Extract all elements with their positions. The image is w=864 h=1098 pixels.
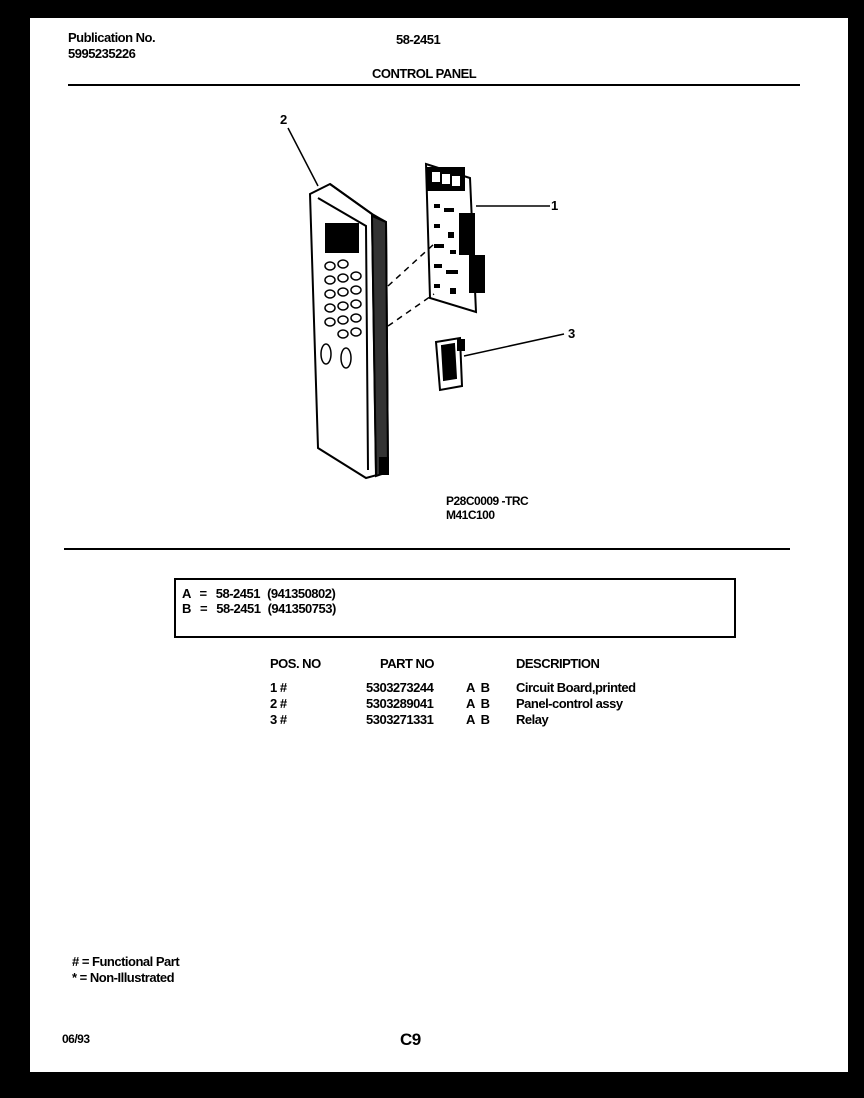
scan-mark xyxy=(856,593,864,594)
callout-3: 3 xyxy=(568,326,575,341)
legend-key: A xyxy=(182,586,191,601)
control-panel-illustration xyxy=(310,184,388,478)
row-models: A B xyxy=(466,680,490,695)
relay-illustration xyxy=(436,338,464,390)
diagram-rule xyxy=(64,548,790,550)
row-part: 5303289041 xyxy=(366,696,434,711)
publication-label: Publication No. xyxy=(68,30,156,45)
model-number: 58-2451 xyxy=(396,32,441,47)
drawing-code-2: M41C100 xyxy=(446,508,495,522)
header-part: PART NO xyxy=(380,656,435,671)
legend-serial: (941350802) xyxy=(267,586,336,601)
footnote-functional: # = Functional Part xyxy=(72,954,180,969)
legend-eq: = xyxy=(199,586,207,601)
model-legend xyxy=(174,578,736,638)
page-number: C9 xyxy=(400,1030,421,1049)
row-pos: 1 # xyxy=(270,680,287,695)
callout-1: 1 xyxy=(551,198,558,213)
legend-model: 58-2451 xyxy=(216,601,261,616)
circuit-board-illustration xyxy=(426,164,484,312)
row-models: A B xyxy=(466,712,490,727)
row-desc: Relay xyxy=(516,712,549,727)
legend-serial: (941350753) xyxy=(267,601,336,616)
footer-date: 06/93 xyxy=(62,1032,90,1046)
row-pos: 3 # xyxy=(270,712,287,727)
scan-mark xyxy=(0,581,8,582)
legend-key: B xyxy=(182,601,191,616)
drawing-code-1: P28C0009 -TRC xyxy=(446,494,529,508)
header-desc: DESCRIPTION xyxy=(516,656,600,671)
parts-page xyxy=(30,18,848,1072)
row-part: 5303271331 xyxy=(366,712,434,727)
row-part: 5303273244 xyxy=(366,680,434,695)
row-pos: 2 # xyxy=(270,696,287,711)
legend-eq: = xyxy=(200,601,208,616)
callout-2-leader xyxy=(288,128,318,186)
publication-number: 5995235226 xyxy=(68,46,136,61)
section-title: CONTROL PANEL xyxy=(372,66,477,81)
footnote-non-illustrated: * = Non-Illustrated xyxy=(72,970,175,985)
callout-3-leader xyxy=(464,334,564,356)
header-pos: POS. NO xyxy=(270,656,321,671)
row-desc: Circuit Board,printed xyxy=(516,680,636,695)
legend-model: 58-2451 xyxy=(215,586,260,601)
exploded-diagram xyxy=(30,18,848,558)
callout-2: 2 xyxy=(280,112,287,127)
row-models: A B xyxy=(466,696,490,711)
legend-row-b xyxy=(182,601,336,616)
row-desc: Panel-control assy xyxy=(516,696,623,711)
legend-row-a xyxy=(182,586,335,601)
